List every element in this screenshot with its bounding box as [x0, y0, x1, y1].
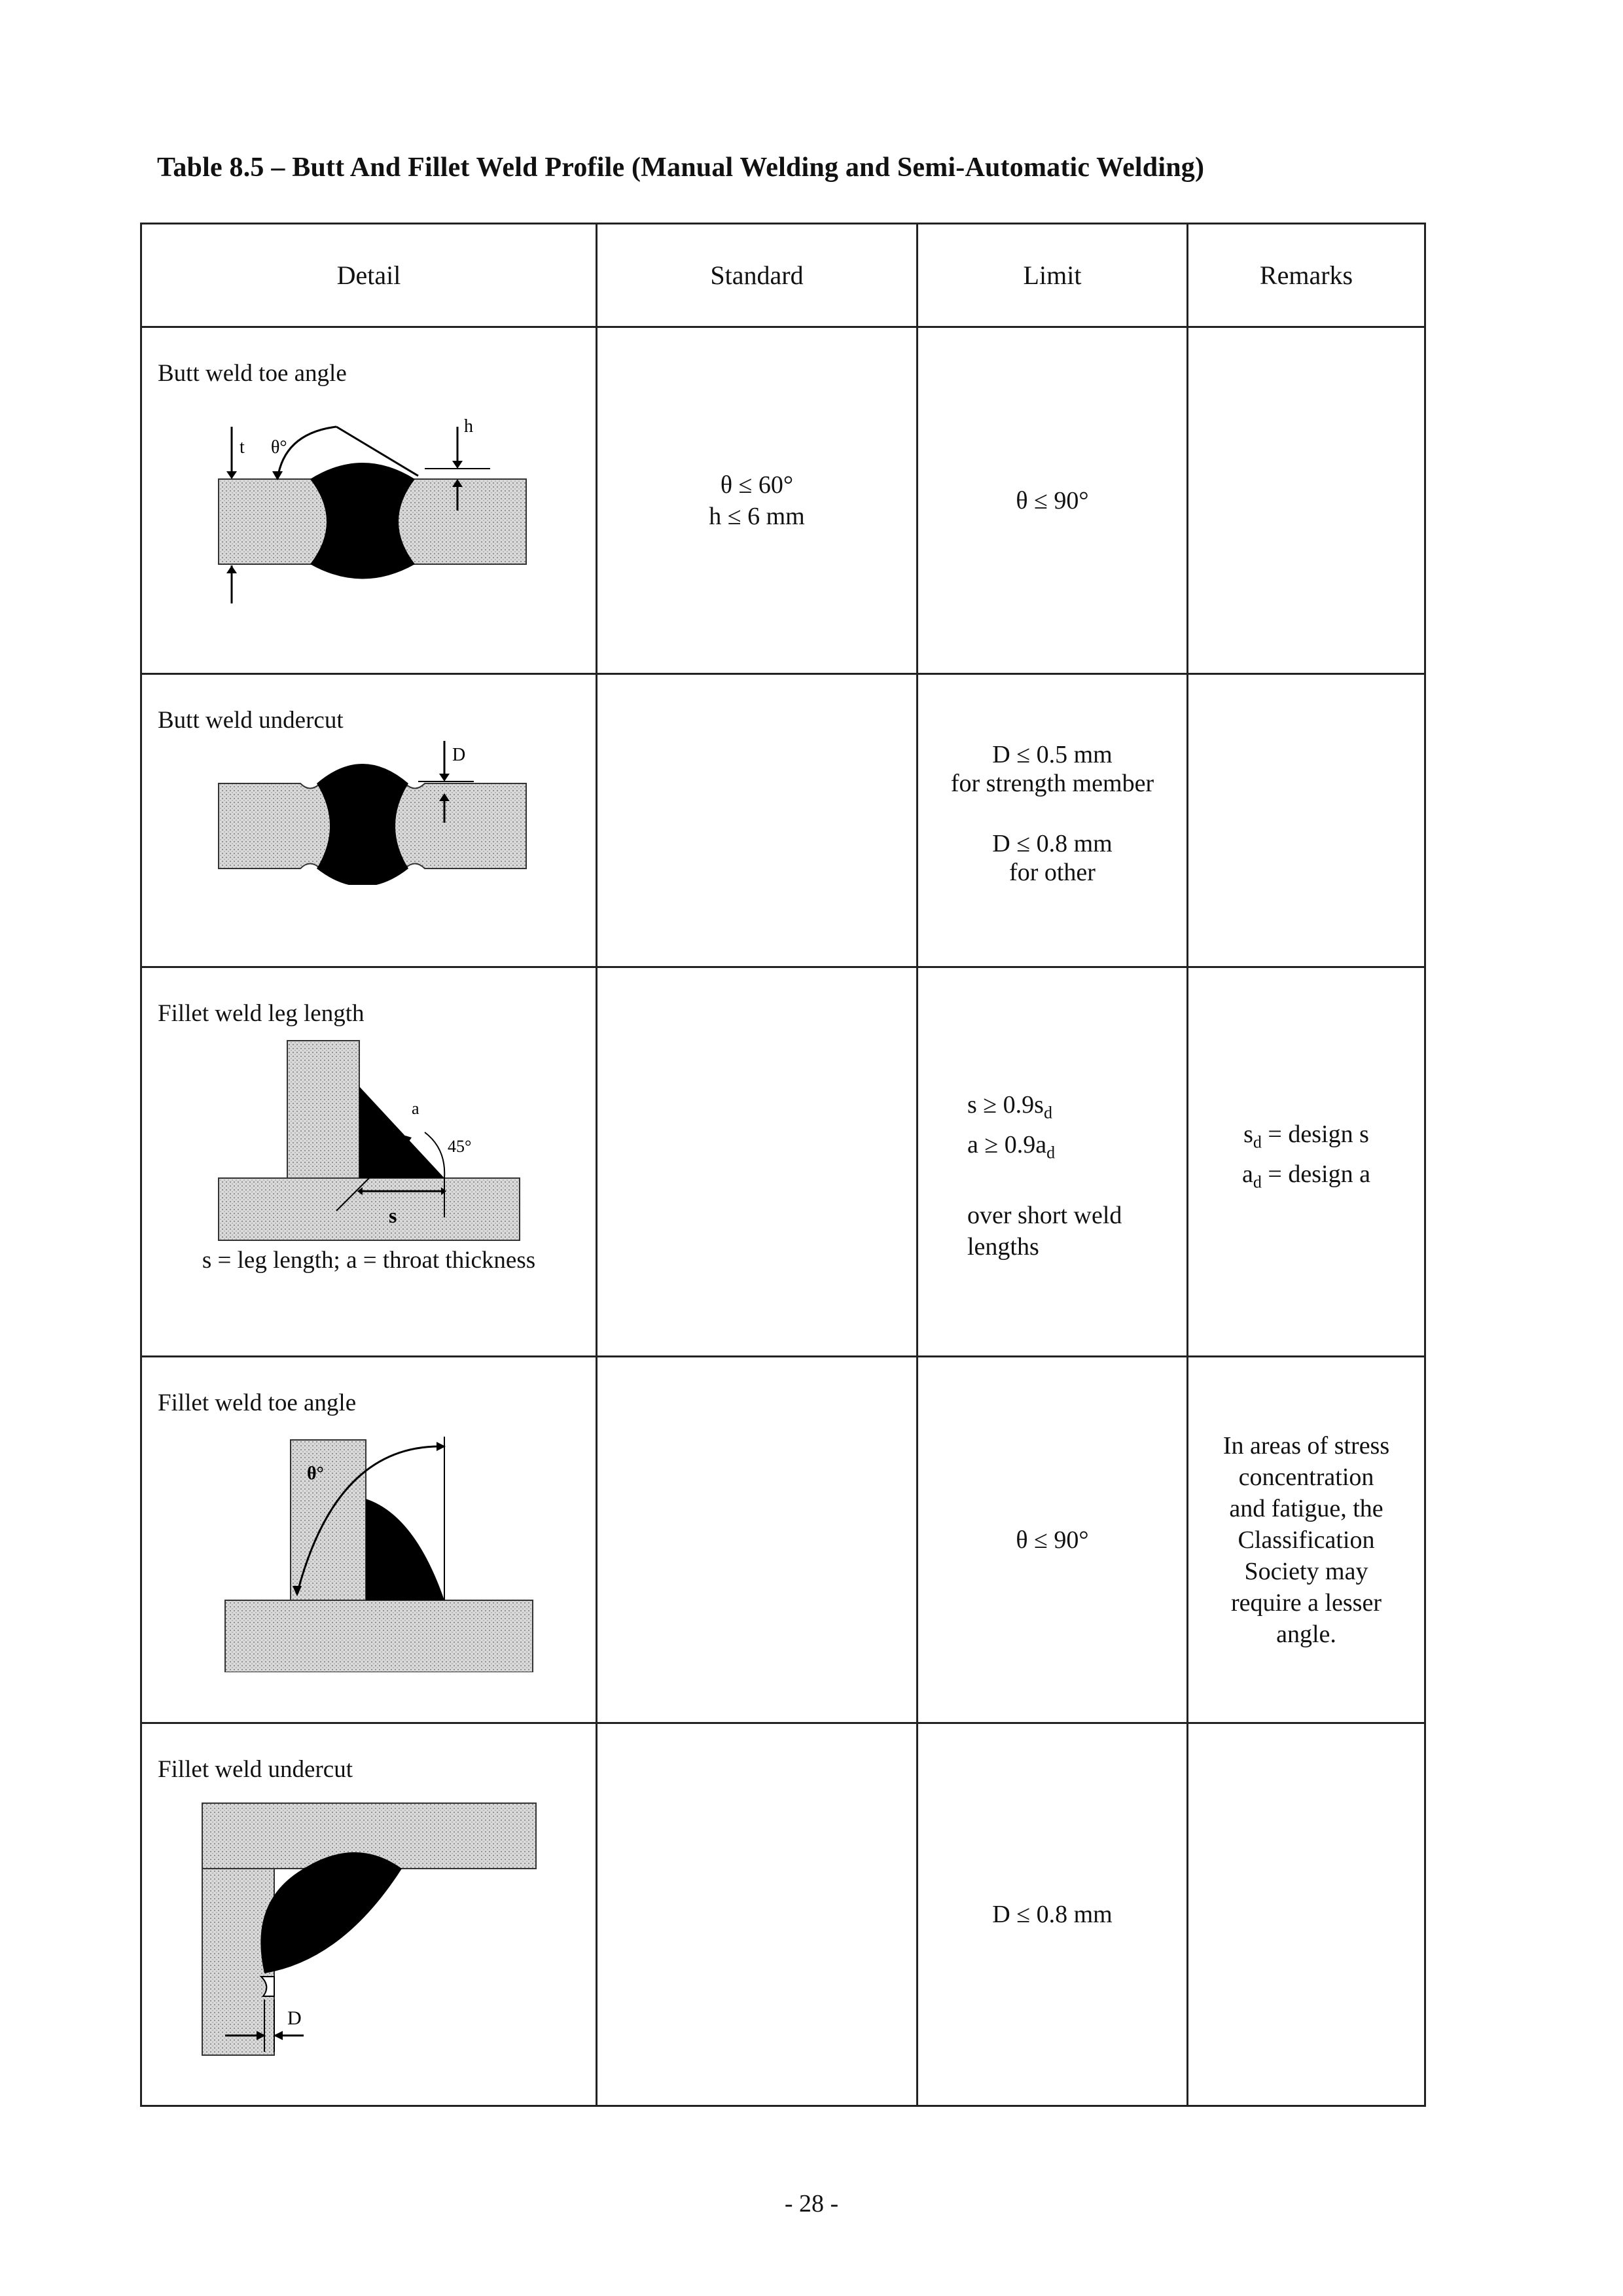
- limit-line: for other: [1009, 859, 1096, 886]
- detail-cell: [141, 674, 597, 967]
- limit-line: $a \ge 0.9a_d$: [967, 1130, 1056, 1162]
- limit-line: θ ≤ 90°: [1016, 486, 1089, 514]
- header-limit: Limit: [918, 224, 1188, 327]
- remarks-line: $s_d$ = design s: [1243, 1121, 1369, 1152]
- d-label: D: [287, 2007, 302, 2029]
- theta-label: θ°: [270, 437, 287, 457]
- butt-weld-toe-angle-figure: [186, 387, 552, 603]
- angle-label: 45°: [447, 1137, 471, 1156]
- fillet-weld-toe-angle-figure: [186, 1417, 552, 1672]
- weld-profile-table: [140, 223, 1426, 2107]
- limit-line: $s \ge 0.9s_d$: [967, 1091, 1052, 1122]
- remarks-line: concentration: [1238, 1463, 1374, 1491]
- remarks-cell: [1188, 1723, 1425, 2106]
- limit-line: for strength member: [950, 770, 1154, 797]
- table-row: [141, 1357, 1425, 1723]
- remarks-line: Society may: [1244, 1557, 1368, 1585]
- limit-cell: [918, 967, 1188, 1357]
- detail-label: Butt weld undercut: [158, 707, 344, 734]
- table-row: [141, 1723, 1425, 2106]
- remarks-cell: [1188, 327, 1425, 674]
- s-label: s: [388, 1204, 397, 1227]
- table-row: [141, 327, 1425, 674]
- standard-cell: [597, 674, 918, 967]
- page-number: - 28 -: [784, 2190, 839, 2217]
- standard-cell: [597, 967, 918, 1357]
- limit-cell: [918, 1357, 1188, 1723]
- standard-line: θ ≤ 60°: [720, 471, 794, 499]
- detail-label: Fillet weld leg length: [158, 1000, 365, 1027]
- detail-label: Butt weld toe angle: [158, 360, 347, 387]
- remarks-cell: [1188, 967, 1425, 1357]
- limit-line: over short weld: [967, 1202, 1122, 1230]
- h-label: h: [463, 416, 473, 437]
- limit-line: D ≤ 0.8 mm: [992, 1901, 1113, 1928]
- figure-caption: s = leg length; a = throat thickness: [202, 1247, 536, 1274]
- remarks-line: In areas of stress: [1222, 1431, 1390, 1460]
- header-detail: Detail: [141, 224, 597, 327]
- remarks-line: $a_d$ = design a: [1242, 1160, 1370, 1192]
- remarks-cell: [1188, 674, 1425, 967]
- butt-weld-undercut-figure: [186, 734, 552, 885]
- detail-cell: [141, 967, 597, 1357]
- remarks-line: Classification: [1238, 1526, 1375, 1554]
- remarks-cell: [1188, 1357, 1425, 1723]
- detail-cell: [141, 1723, 597, 2106]
- standard-cell: [597, 1723, 918, 2106]
- t-label: t: [239, 437, 245, 457]
- table-row: [141, 967, 1425, 1357]
- fillet-weld-leg-length-figure: [186, 1028, 552, 1244]
- header-row: [141, 224, 1425, 327]
- table-title: Table 8.5 – Butt And Fillet Weld Profile (Manual Welding and Semi-Automatic Welding): [157, 152, 1205, 183]
- remarks-line: angle.: [1276, 1620, 1336, 1648]
- limit-cell: [918, 1723, 1188, 2106]
- header-standard: Standard: [597, 224, 918, 327]
- limit-cell: [918, 674, 1188, 967]
- standard-cell: [597, 327, 918, 674]
- limit-line: lengths: [967, 1233, 1039, 1261]
- detail-label: Fillet weld toe angle: [158, 1390, 357, 1416]
- detail-cell: [141, 1357, 597, 1723]
- remarks-line: and fatigue, the: [1229, 1494, 1383, 1522]
- limit-cell: [918, 327, 1188, 674]
- limit-line: D ≤ 0.5 mm: [992, 741, 1113, 768]
- detail-label: Fillet weld undercut: [158, 1756, 353, 1783]
- standard-line: h ≤ 6 mm: [709, 502, 805, 530]
- detail-cell: [141, 327, 597, 674]
- a-label: a: [411, 1099, 419, 1118]
- standard-cell: [597, 1357, 918, 1723]
- table-row: [141, 674, 1425, 967]
- fillet-weld-undercut-figure: [186, 1784, 552, 2058]
- theta-label: θ°: [306, 1463, 324, 1484]
- limit-line: D ≤ 0.8 mm: [992, 830, 1113, 857]
- header-remarks: Remarks: [1188, 224, 1425, 327]
- remarks-line: require a lesser: [1231, 1588, 1382, 1617]
- d-label: D: [452, 745, 465, 765]
- limit-line: θ ≤ 90°: [1016, 1526, 1089, 1554]
